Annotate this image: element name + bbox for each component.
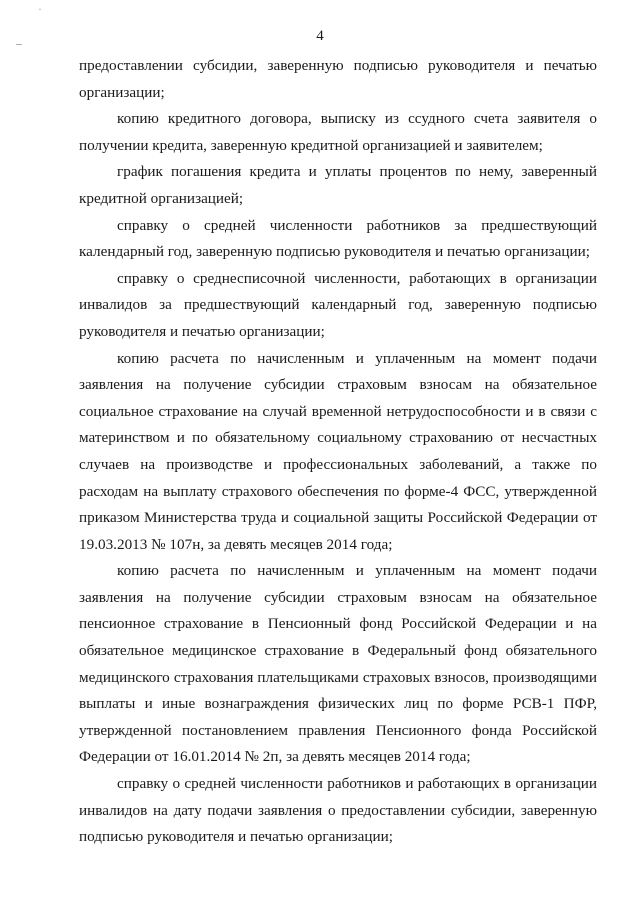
paragraph: справку о среднесписочной численности, работающих в организации инвалидов за предшествующий календарный год, заверенную подписью руководителя и печатью организации; bbox=[79, 269, 597, 340]
paragraph: график погашения кредита и уплаты процентов по нему, заверенный кредитной организацией; bbox=[79, 163, 597, 207]
paragraph: копию расчета по начисленным и уплаченным на момент подачи заявления на получение субсидии страховым взносам на обязательное социальное страхование на случай временной нетрудоспособности и в связи с материнством и по обязательному социальному страхованию от несчастных случаев на производстве и профессиональных заболеваний, а также по расходам на выплату страхового обеспечения по форме-4 ФСС, утвержденной приказом Министерства труда и социальной защиты Российской Федерации от 19.03.2013 № 107н, за девять месяцев 2014 года; bbox=[79, 349, 597, 553]
paragraph: справку о средней численности работников за предшествующий календарный год, заверенную подписью руководителя и печатью организации; bbox=[79, 216, 597, 261]
paragraph: копию расчета по начисленным и уплаченным на момент подачи заявления на получение субсидии страховым взносам на обязательное пенсионное страхование в Пенсионный фонд Российской Федерации и на обязательное медицинское страхование в Федеральный фонд обязательного медицинского страхования плательщиками страховых взносов, производящими выплаты и иные вознаграждения физических лиц по форме РСВ-1 ПФР, утвержденной постановлением правления Пенсионного фонда Российской Федерации от 16.01.2014 № 2п, за девять месяцев 2014 года; bbox=[79, 562, 597, 766]
paragraph: копию кредитного договора, выписку из ссудного счета заявителя о получении кредита, заверенную кредитной организацией и заявителем; bbox=[79, 110, 597, 154]
paragraph: предоставлении субсидии, заверенную подписью руководителя и печатью организации; bbox=[79, 57, 597, 101]
page-number: 4 bbox=[316, 28, 324, 44]
scan-mark: · bbox=[38, 2, 42, 16]
paragraph: справку о средней численности работников и работающих в организации инвалидов на дату подачи заявления о предоставлении субсидии, заверенную подписью руководителя и печатью организации; bbox=[79, 775, 597, 846]
document-body bbox=[79, 53, 597, 851]
